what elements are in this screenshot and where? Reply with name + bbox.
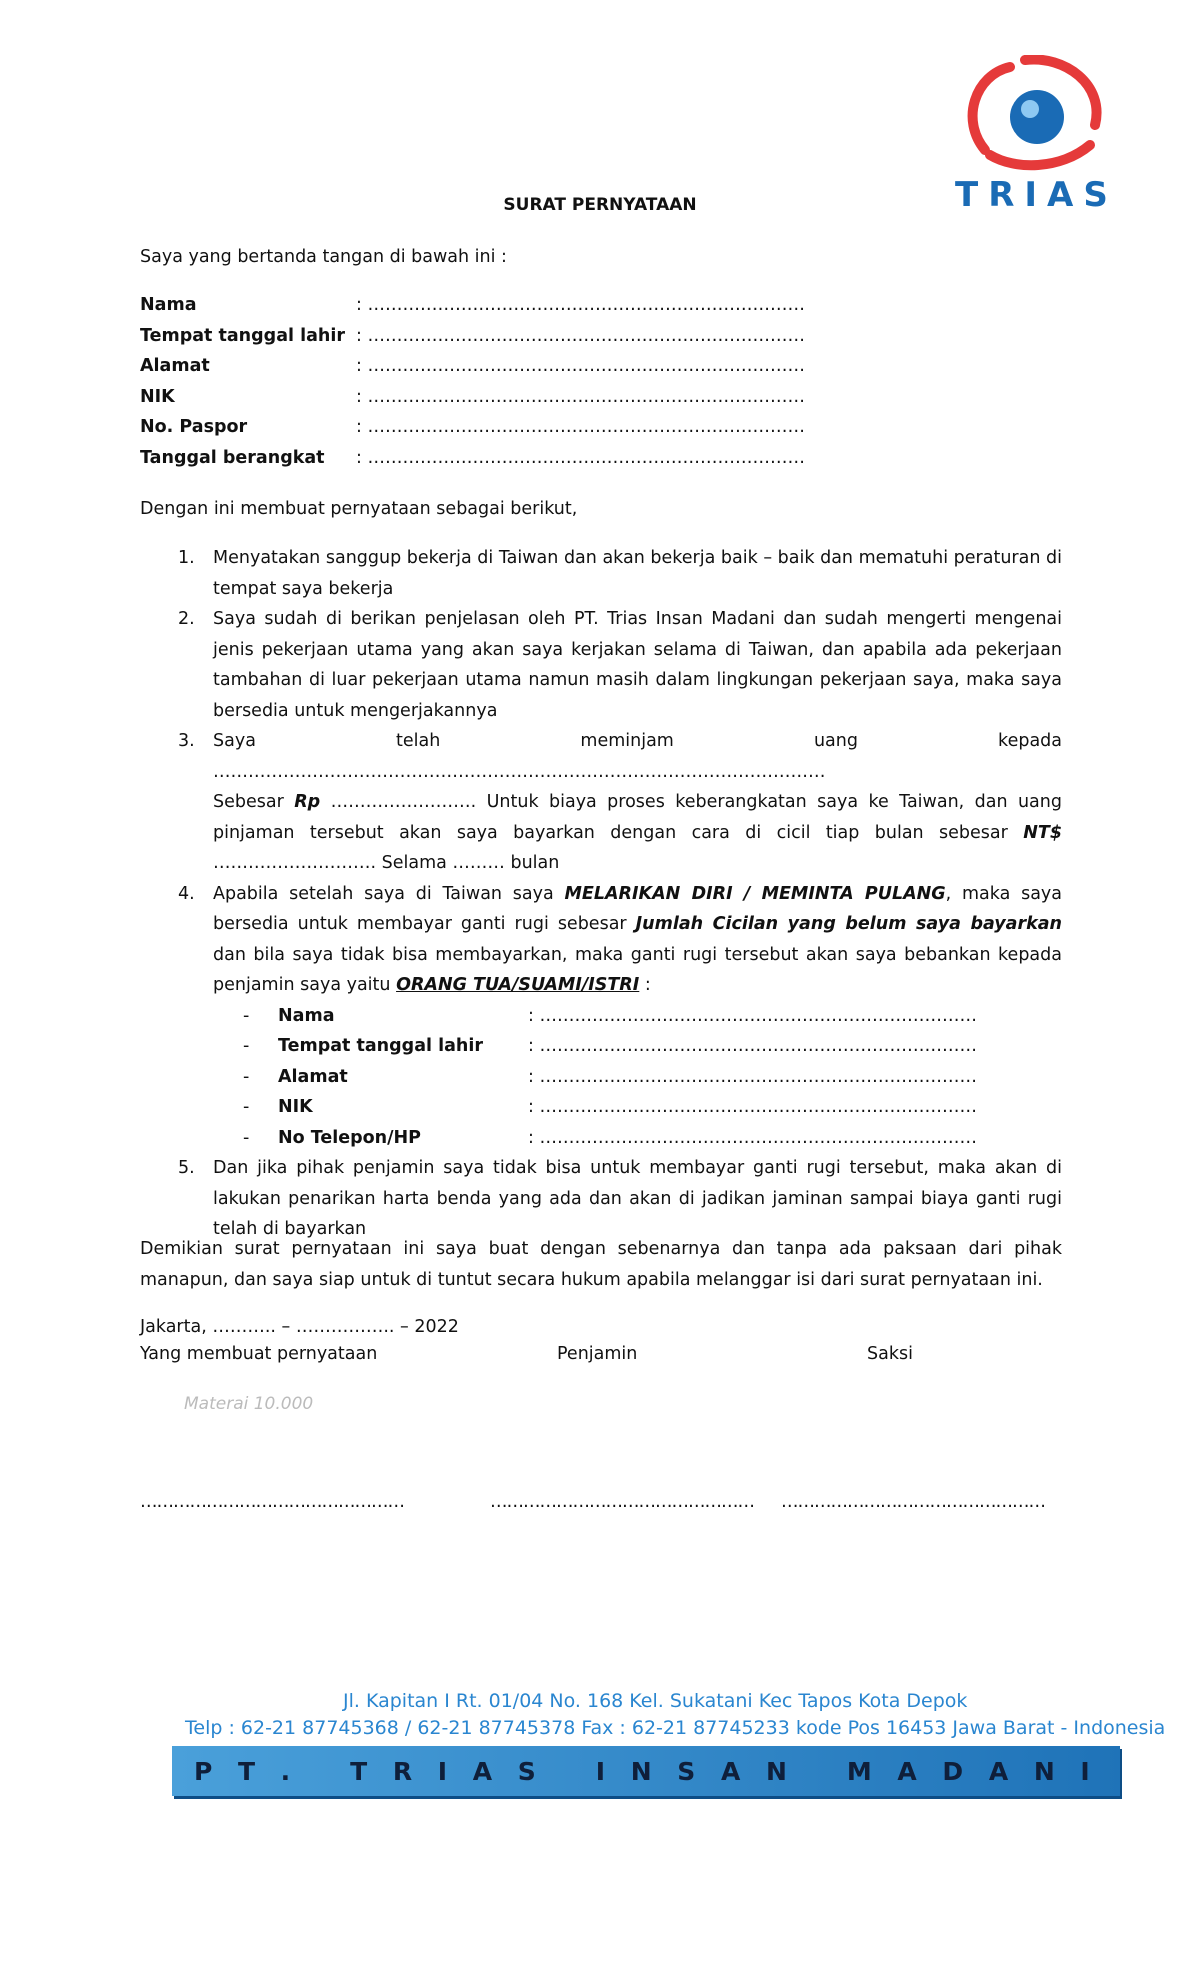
company-letter: P	[194, 1756, 213, 1786]
company-word-gap	[561, 1757, 570, 1786]
field-label: NIK	[140, 386, 175, 407]
field-value: : …………………………………………………………………	[356, 447, 805, 468]
field-value: : …………………………………………………………………	[356, 295, 805, 316]
list-item	[170, 879, 1062, 1001]
signature-line-witness: …………………………………………	[781, 1492, 1045, 1512]
list-text: Saya telah meminjam uang kepada ……………………………………………………………………………………………	[213, 731, 1062, 782]
dash: -	[243, 1127, 250, 1148]
emphasis-text: Jumlah Cicilan yang belum saya bayarkan	[635, 914, 1062, 934]
field-value: : …………………………………………………………………	[528, 1036, 977, 1057]
trias-emblem-icon	[955, 55, 1115, 175]
intro-text: Saya yang bertanda tangan di bawah ini :	[140, 247, 507, 267]
signature-guarantor-label: Penjamin	[557, 1344, 638, 1364]
place-date: Jakarta, ……….. – …………….. – 2022	[140, 1317, 459, 1337]
field-value: : …………………………………………………………………	[528, 1097, 977, 1118]
company-letter: S	[677, 1756, 696, 1786]
company-letter: T	[350, 1756, 368, 1786]
signature-line-maker: …………………………………………	[140, 1492, 404, 1512]
list-number: 1.	[178, 548, 195, 568]
list-item	[170, 604, 1062, 726]
field-label: No. Paspor	[140, 417, 248, 438]
dash: -	[243, 1097, 250, 1118]
identity-fields	[140, 290, 805, 473]
field-label: Tempat tanggal lahir	[278, 1036, 483, 1057]
field-value: : …………………………………………………………………	[528, 1005, 977, 1026]
company-letter: .	[280, 1756, 291, 1786]
field-value: : …………………………………………………………………	[356, 356, 805, 377]
company-letter: I	[595, 1756, 606, 1786]
guarantor-fields	[243, 1001, 1013, 1154]
list-number: 2.	[178, 609, 195, 629]
field-row	[140, 321, 805, 352]
company-word-gap	[316, 1757, 325, 1786]
company-letter: N	[765, 1756, 787, 1786]
list-text: Sebesar	[213, 792, 295, 812]
currency-rp: Rp	[294, 792, 321, 812]
list-text: , maka saya bersedia untuk membayar ganti rugi sebesar	[213, 883, 1063, 934]
signature-witness-label: Saksi	[867, 1344, 913, 1364]
footer-company-name	[172, 1746, 1120, 1796]
field-value: : …………………………………………………………………	[528, 1066, 977, 1087]
signature-line-guarantor: …………………………………………	[490, 1492, 754, 1512]
signature-maker-label: Yang membuat pernyataan	[140, 1344, 378, 1364]
field-label: Nama	[140, 295, 197, 316]
company-letter: D	[942, 1756, 964, 1786]
emphasis-text: ORANG TUA/SUAMI/ISTRI	[396, 975, 640, 995]
guarantor-row	[243, 1092, 1013, 1123]
company-letter: M	[846, 1756, 872, 1786]
list-text: Saya sudah di berikan penjelasan oleh PT. Trias Insan Madani dan sudah mengerti mengenai jenis pekerjaan utama yang akan saya kerjakan selama di Taiwan, dan apabila ada pekerjaan tambahan di luar pekerjaan utama namun masih dalam lingkungan pekerjaan saya, maka saya bersedia untuk mengerjakannya	[213, 609, 1062, 721]
field-row	[140, 382, 805, 413]
company-letter: I	[437, 1756, 448, 1786]
field-row	[140, 290, 805, 321]
dash: -	[243, 1036, 250, 1057]
field-label: NIK	[278, 1097, 313, 1118]
page-title: SURAT PERNYATAAN	[503, 195, 697, 215]
statement-intro: Dengan ini membuat pernyataan sebagai berikut,	[140, 499, 578, 519]
list-text: dan bila saya tidak bisa membayarkan, maka ganti rugi tersebut akan saya bebankan kepada penjamin saya yaitu	[213, 944, 1062, 995]
company-letter: N	[630, 1756, 652, 1786]
guarantor-row	[243, 1123, 1013, 1154]
list-text: Dan jika pihak penjamin saya tidak bisa untuk membayar ganti rugi tersebut, maka akan di lakukan penarikan harta benda yang ada dan akan di jadikan jaminan sampai biaya ganti rugi telah di bayarkan	[213, 1158, 1062, 1239]
field-label: Tempat tanggal lahir	[140, 325, 345, 346]
company-letter: A	[472, 1756, 493, 1786]
list-text: ……………………. Untuk biaya proses keberangkatan saya ke Taiwan, dan uang pinjaman tersebut akan saya bayarkan dengan cara di cicil tiap bulan sebesar	[213, 792, 1062, 843]
guarantor-row	[243, 1031, 1013, 1062]
field-row	[140, 351, 805, 382]
list-text: :	[639, 975, 651, 995]
list-item	[170, 1153, 1062, 1245]
list-number: 5.	[178, 1158, 195, 1178]
field-label: Alamat	[278, 1066, 348, 1087]
field-label: Alamat	[140, 356, 210, 377]
company-letter: R	[392, 1756, 413, 1786]
field-label: No Telepon/HP	[278, 1127, 421, 1148]
footer-telephone: Telp : 62-21 87745368 / 62-21 87745378 Fax : 62-21 87745233 kode Pos 16453 Jawa Barat - Indonesia	[185, 1717, 1166, 1739]
company-logo	[955, 55, 1118, 215]
field-row	[140, 412, 805, 443]
company-letter: S	[517, 1756, 536, 1786]
list-number: 3.	[178, 731, 195, 751]
footer-company-bar	[172, 1746, 1120, 1796]
footer-address: Jl. Kapitan I Rt. 01/04 No. 168 Kel. Sukatani Kec Tapos Kota Depok	[343, 1690, 968, 1712]
guarantor-row	[243, 1001, 1013, 1032]
list-number: 4.	[178, 883, 195, 904]
emphasis-text: MELARIKAN DIRI / MEMINTA PULANG	[564, 883, 946, 904]
company-letter: N	[1033, 1756, 1055, 1786]
list-text: Apabila setelah saya di Taiwan saya	[213, 883, 565, 904]
logo-text: TRIAS	[955, 175, 1118, 215]
list-item	[170, 543, 1062, 604]
field-value: : …………………………………………………………………	[356, 325, 805, 346]
company-letter: A	[988, 1756, 1009, 1786]
field-label: Tanggal berangkat	[140, 447, 325, 468]
field-value: : …………………………………………………………………	[356, 417, 805, 438]
field-value: : …………………………………………………………………	[528, 1127, 977, 1148]
materai-stamp-placeholder: Materai 10.000	[184, 1394, 314, 1414]
currency-ntd: NT$	[1023, 822, 1062, 843]
company-letter: A	[720, 1756, 741, 1786]
dash: -	[243, 1005, 250, 1026]
company-letter: A	[897, 1756, 917, 1786]
field-row	[140, 443, 805, 474]
list-item	[170, 726, 1062, 879]
list-text: Menyatakan sanggup bekerja di Taiwan dan akan bekerja baik – baik dan mematuhi peraturan di tempat saya bekerja	[213, 548, 1062, 599]
statement-list	[170, 543, 1062, 1245]
company-letter: I	[1080, 1756, 1090, 1786]
list-text: ………………………. Selama ……… bulan	[213, 853, 560, 873]
dash: -	[243, 1066, 250, 1087]
company-letter: T	[237, 1756, 256, 1786]
field-label: Nama	[278, 1005, 335, 1026]
field-value: : …………………………………………………………………	[356, 386, 805, 407]
closing-paragraph: Demikian surat pernyataan ini saya buat dengan sebenarnya dan tanpa ada paksaan dari pihak manapun, dan saya siap untuk di tuntut secara hukum apabila melanggar isi dari surat pernyataan ini.	[140, 1239, 1062, 1290]
guarantor-row	[243, 1062, 1013, 1093]
company-word-gap	[813, 1757, 822, 1786]
